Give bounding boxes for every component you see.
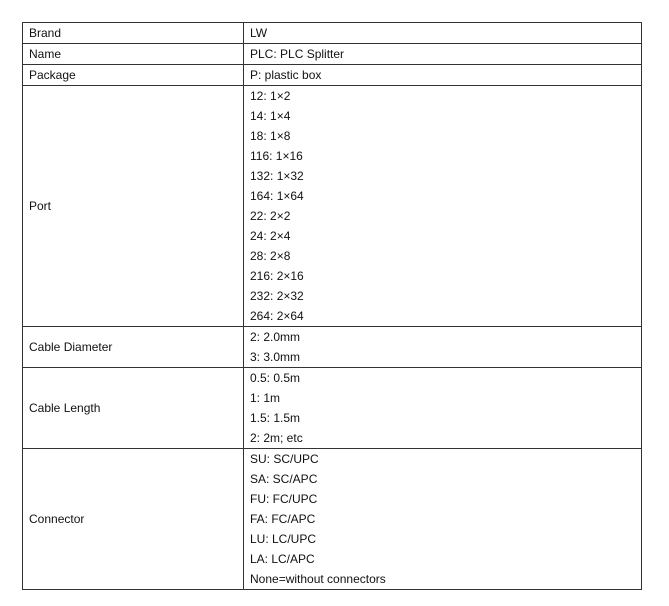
- spec-row: [23, 65, 642, 86]
- spec-values: [244, 368, 642, 449]
- spec-row: [23, 23, 642, 44]
- spec-value: LW: [250, 26, 268, 40]
- spec-values: [244, 86, 642, 327]
- spec-row: [23, 368, 642, 449]
- spec-value: LA: LC/APC: [250, 552, 315, 566]
- spec-value: 2: 2.0mm: [250, 330, 301, 344]
- spec-label: Name: [23, 44, 244, 65]
- spec-label: Brand: [23, 23, 244, 44]
- spec-values: [244, 327, 642, 368]
- spec-value: 132: 1×32: [250, 169, 304, 183]
- spec-row: [23, 44, 642, 65]
- spec-value: 0.5: 0.5m: [250, 371, 301, 385]
- spec-value: 264: 2×64: [250, 309, 304, 323]
- spec-value: 1.5: 1.5m: [250, 411, 301, 425]
- spec-value: 2: 2m; etc: [250, 431, 303, 445]
- spec-table-body: [23, 23, 642, 590]
- spec-value: 116: 1×16: [250, 149, 303, 163]
- spec-value: 14: 1×4: [250, 109, 291, 123]
- spec-values: [244, 44, 642, 65]
- spec-label: Port: [23, 86, 244, 327]
- spec-value: 24: 2×4: [250, 229, 291, 243]
- spec-values: [244, 23, 642, 44]
- spec-value: 216: 2×16: [250, 269, 304, 283]
- spec-value: FU: FC/UPC: [250, 492, 318, 506]
- spec-value: SA: SC/APC: [250, 472, 318, 486]
- spec-value: 1: 1m: [250, 391, 281, 405]
- spec-value: LU: LC/UPC: [250, 532, 317, 546]
- spec-value: PLC: PLC Splitter: [250, 47, 345, 61]
- spec-value: 22: 2×2: [250, 209, 291, 223]
- spec-value: 28: 2×8: [250, 249, 291, 263]
- spec-row: [23, 86, 642, 327]
- spec-value: 18: 1×8: [250, 129, 291, 143]
- spec-value: 12: 1×2: [250, 89, 291, 103]
- spec-value: SU: SC/UPC: [250, 452, 319, 466]
- spec-value: P: plastic box: [250, 68, 322, 82]
- spec-value: None=without connectors: [250, 572, 386, 586]
- spec-value: 164: 1×64: [250, 189, 304, 203]
- spec-value: 3: 3.0mm: [250, 350, 301, 364]
- spec-row: [23, 449, 642, 590]
- spec-value: 232: 2×32: [250, 289, 304, 303]
- spec-values: [244, 449, 642, 590]
- spec-label: Cable Diameter: [23, 327, 244, 368]
- spec-label: Package: [23, 65, 244, 86]
- spec-label: Cable Length: [23, 368, 244, 449]
- spec-values: [244, 65, 642, 86]
- spec-table: [22, 22, 642, 590]
- spec-value: FA: FC/APC: [250, 512, 316, 526]
- spec-row: [23, 327, 642, 368]
- spec-label: Connector: [23, 449, 244, 590]
